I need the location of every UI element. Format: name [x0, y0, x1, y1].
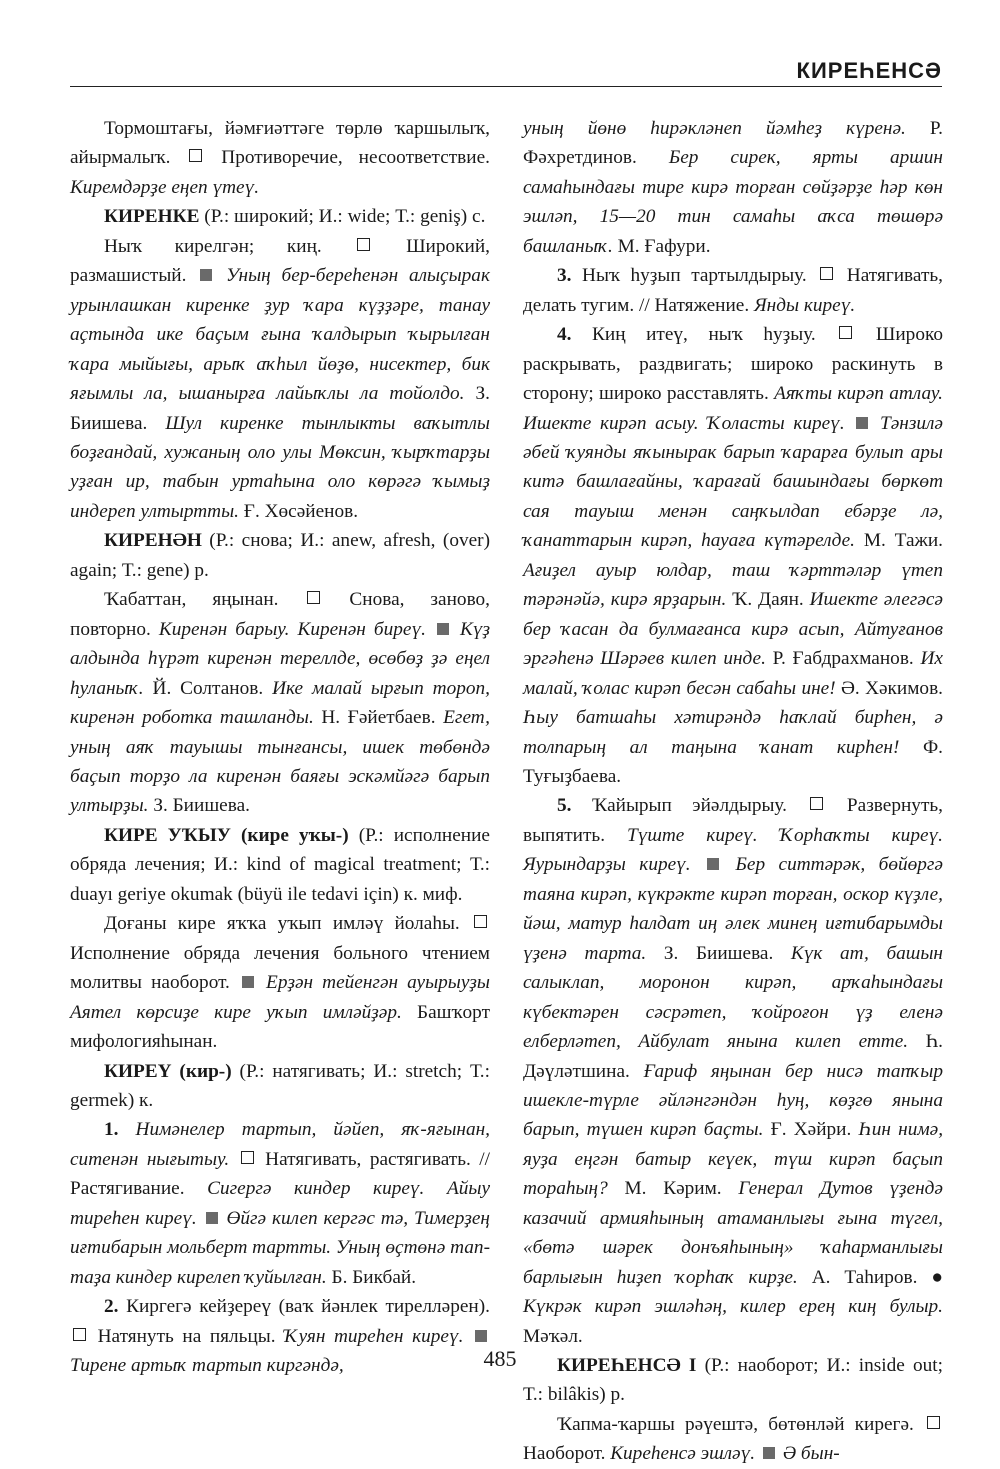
- russian-translation: Натянуть на пяльцы.: [97, 1325, 276, 1347]
- headword: КИРЕҺЕНСӘ I: [557, 1355, 697, 1377]
- definition-text: Доғаны кире яҡҡа уҡып имләү йолаһы.: [104, 913, 460, 935]
- example-marker-icon: [763, 1447, 775, 1459]
- example-text: Киремдәрҙе еңеп үтеү.: [70, 176, 260, 198]
- translation-marker-icon: [73, 1328, 86, 1341]
- definition-text: Ҡабаттан, яңынан.: [104, 589, 279, 611]
- translation-marker-icon: [810, 797, 823, 810]
- grammar-note: (Р.: натягивать; И.: stretch; Т.: germek) к.: [70, 1060, 490, 1111]
- example-text: Тирене артыҡ тартып киргәндә,: [70, 1355, 344, 1377]
- entry-kire-ukyu: [70, 821, 490, 909]
- example-text: Күк ат, башын салыклап, моронон кирәп, арҡаһындағы күбектәрен сәсрәтеп, ҡойроғон үҙ еленә елберләтеп, Айбулат янына килеп етте.: [523, 942, 943, 1053]
- sense-1: [70, 1115, 490, 1292]
- definition-text: Киң итеү, ныҡ һуҙыу.: [592, 324, 816, 346]
- russian-translation: Наоборот.: [523, 1443, 606, 1465]
- example-author: Ғ. Хәйри.: [770, 1119, 852, 1141]
- example-text: Һин нимә, яуҙа еңгән батыр кеүек, түш кирәп баҫып тораһың?: [523, 1119, 944, 1200]
- translation-marker-icon: [307, 591, 320, 604]
- example-text: Ҡуян тиреһен киреү.: [284, 1325, 464, 1347]
- example-author: М. Кәрим.: [624, 1178, 722, 1200]
- example-text: Ғариф яңынан бер нисә тапҡыр ишекле-түрле әйләнгәндән һуң, көҙгө янына барып, түшен кирәп баҫты.: [523, 1060, 943, 1141]
- right-column: [523, 114, 944, 1465]
- definition-text: Ныҡ һуҙып тартылдырыу.: [582, 265, 807, 287]
- translation-marker-icon: [357, 238, 370, 251]
- example-text: Киреһенсә эшләү.: [610, 1443, 756, 1465]
- headword: КИРЕНӘН: [104, 530, 202, 552]
- example-author: З. Биишева.: [663, 942, 774, 964]
- russian-translation: Широко раскрывать, раздвигать; широко раскинуть в сторону; широко расставлять.: [523, 324, 943, 405]
- example-text: Ишекте әлегәсә бер ҡасан да булмағанса кирә асып, Айтуғанов эргәһенә Шәрәев килеп инде.: [523, 589, 943, 670]
- grammar-note: (Р.: наоборот; И.: inside out; Т.: bilâkis) р.: [523, 1355, 943, 1406]
- russian-translation: Натягивать, делать тугим. // Натяжение.: [523, 265, 943, 316]
- russian-translation: Широкий, размашистый.: [70, 235, 490, 287]
- sense-number: 4.: [557, 324, 572, 346]
- russian-translation: Натягивать, растягивать. // Растягивание.: [70, 1148, 491, 1200]
- grammar-note: (Р.: исполнение обряда лечения; И.: kind of magical treatment; Т.: duayı geriye okumak (büyü ile tedavi için) к. миф.: [70, 824, 490, 905]
- russian-translation: Развернуть, выпятить.: [523, 795, 943, 846]
- russian-translation: Исполнение обряда лечения больного чтением молитвы наоборот.: [70, 942, 490, 994]
- example-text: Ә бын-: [782, 1443, 840, 1465]
- example-marker-icon: [242, 976, 254, 988]
- example-text: Генерал Дутов үҙендә казачий армияһының атаманлығы ғына түгел, «бөтә шәрек донъяһының» ҡаһарманлығы барлығын һиҙеп ҡорһаҡ кирҙе.: [523, 1178, 943, 1288]
- entry-body: [523, 1410, 943, 1469]
- translation-marker-icon: [241, 1151, 254, 1164]
- example-text: Киренән барыу. Киренән биреү.: [158, 618, 426, 640]
- sense-3: [523, 261, 943, 320]
- example-marker-icon: [707, 858, 719, 870]
- example-author: З. Биишева.: [153, 795, 250, 817]
- page-number: 485: [483, 1346, 517, 1371]
- grammar-note: (Р.: широкий; И.: wide; Т.: geniş) с.: [204, 206, 486, 228]
- example-author: Мәҡәл.: [523, 1325, 583, 1347]
- definition-text: Ныҡ кирелгән; киң.: [104, 235, 322, 257]
- example-author: Б. Бикбай.: [331, 1266, 417, 1288]
- example-author: Ғ. Хөсәйенов.: [243, 500, 359, 522]
- sense-number: 2.: [104, 1296, 119, 1318]
- sense-4: [523, 320, 943, 791]
- example-author: М. Тажи.: [863, 530, 943, 552]
- example-text: Янды киреү.: [754, 294, 856, 316]
- entry-kirenan: [70, 526, 490, 585]
- translation-marker-icon: [839, 326, 852, 339]
- example-text: Их малай, ҡолас кирәп бесән сабаһы ине!: [523, 648, 943, 699]
- example-text: уның йөнө һирәкләнеп йәмһеҙ күренә.: [523, 118, 906, 139]
- example-text: Һыу батшаһы хәтирәндә һаҡлай бирһен, ә толпарың ал таңына ҡанат кирһен!: [523, 707, 943, 758]
- definition-text: Киргегә кейҙереү (ваҡ йәнлек тирелләрен).: [126, 1296, 490, 1318]
- example-text: Ағиҙел ауыр юлдар, таш ҡәрттәләр үтеп тәрәнәйә, кирә ярҙарын.: [523, 559, 943, 611]
- translation-marker-icon: [474, 915, 487, 928]
- example-text: Егет, уның аяҡ тауышы тынғансы, ишек төбөндә баҫып торҙо ла киренән баяғы эскәмйәгә барып ултырҙы.: [70, 707, 490, 817]
- translation-marker-icon: [927, 1416, 940, 1429]
- example-marker-icon: [856, 417, 868, 429]
- definition-text: Нимәнелер тартып, йәйеп, яҡ-яғынан, ситенән нығытыу.: [70, 1119, 490, 1170]
- sense-5: [523, 791, 943, 1351]
- entry-kireu: [70, 1057, 490, 1116]
- sense-number: 1.: [104, 1119, 119, 1141]
- entry-body: [70, 232, 490, 527]
- russian-translation: Снова, заново, повторно.: [70, 589, 490, 640]
- russian-translation: Противоречие, несоответствие.: [221, 147, 490, 169]
- grammar-note: (Р.: снова; И.: anew, afresh, (over) again; Т.: gene) р.: [70, 530, 490, 581]
- example-author: Һ. Дәүләтшина.: [523, 1031, 944, 1082]
- example-author: А. Таһиров.: [811, 1266, 918, 1288]
- example-author: М. Ғафури.: [617, 235, 711, 257]
- example-author: Башҡорт мифологияһынан.: [70, 1001, 490, 1053]
- running-header: [70, 52, 942, 87]
- definition-text: Ҡайырып эйәлдырыу.: [591, 795, 787, 817]
- example-text: Бер сирек, ярты аршин самаһындағы тире кирә торған сөйҙәрҙе һәр көн эшләп, 15—20 тин самаһы аҡса төшөрә башланыҡ.: [523, 147, 943, 257]
- example-marker-icon: [475, 1330, 487, 1342]
- example-text: Сигергә киндер киреү. Айыу тиреһен киреү.: [70, 1178, 491, 1229]
- example-author: Ф. Туғыҙбаева.: [523, 736, 943, 787]
- example-marker-icon: [437, 623, 449, 635]
- sense-number: 5.: [557, 795, 572, 817]
- example-text: Тәнзилә әбей ҡуянды яҡынырак барып ҡарарға булып ары китә башлағайны, ҡарағай башындағы бөркөт сая тауыш менән саңҡылдап ебәрҙе лә, ҡанаттарын кирәп, һауаға күтәрелде.: [523, 412, 943, 552]
- headword: КИРЕНКЕ: [104, 206, 200, 228]
- example-author: З. Биишева.: [70, 383, 490, 434]
- entry-continuation: [523, 114, 943, 261]
- definition-text: Ҡапма-ҡаршы рәүештә, бөтөнләй кирегә.: [557, 1413, 914, 1435]
- entry-kirenke: [70, 202, 490, 231]
- example-text: Бер ситтәрәк, бөйөргә таяна кирәп, күкрәкте кирәп торған, оскор күҙле, йәш, матур һалдат иң әлек минең иғтибарымды үҙенә тарта.: [523, 854, 943, 964]
- example-author: Р. Фәхретдинов.: [523, 118, 943, 169]
- entry-continuation: [70, 114, 490, 202]
- example-marker-icon: [206, 1212, 218, 1224]
- example-author: Р. Ғабдрахманов.: [772, 648, 914, 670]
- sense-number: 3.: [557, 265, 572, 287]
- example-text: Уның бер-береһенән алыҫырак урынлашкан киренке ҙур ҡара күҙҙәре, танау аҫтында ике баҫым ғына ҡалдырып ҡырылған ҡара мыйығы, арыҡ аҡһыл йөҙө, нисектер, бик яғымлы ла, ышанырға лайыҡлы ла тойолдо.: [70, 265, 490, 405]
- example-text: Аяҡты кирәп атлау. Ишекте кирәп асыу. Ҡоласты киреү.: [523, 383, 943, 434]
- example-text: Ике малай ырғып тороп, киренән роботка ташланды.: [70, 677, 490, 729]
- example-author: Ә. Хәкимов.: [840, 677, 943, 699]
- example-author: Н. Ғәйетбаев.: [321, 707, 436, 729]
- translation-marker-icon: [820, 267, 833, 280]
- example-author: Й. Солтанов.: [152, 677, 264, 699]
- definition-text: Тормоштағы, йәмғиәттәге төрлө ҡаршылыҡ, айырмалыҡ.: [70, 118, 490, 169]
- left-column: [70, 114, 491, 1377]
- proverb-text: Күкрәк кирәп эшләһәң, килер ерең киң булыр.: [523, 1296, 943, 1318]
- proverb-marker-icon: ●: [931, 1266, 943, 1288]
- entry-body: [70, 585, 490, 821]
- example-text: Өйгә килеп кергәс тә, Тимерҙең иғтибарын мольберт тартты. Уның өҫтөнә тап-таҙа киндер кирелеп ҡуйылған.: [70, 1207, 490, 1288]
- example-text: Ерҙән тейенгән ауырыуҙы Аятел көрсиҙе кире уҡып имләйҙәр.: [70, 972, 490, 1023]
- example-text: Күҙ алдында һүрәт киренән тереллде, өсөбөҙ ҙә еңел һуланыҡ.: [70, 618, 491, 699]
- translation-marker-icon: [189, 149, 202, 162]
- example-author: Ҡ. Даян.: [732, 589, 804, 611]
- example-text: Түште киреү. Ҡорһаҡты киреү. Яурындарҙы киреү.: [523, 824, 943, 876]
- running-head-word: КИРЕҺЕНСӘ: [796, 58, 942, 83]
- headword: КИРЕҮ (кир-): [104, 1060, 232, 1082]
- entry-body: [70, 909, 490, 1056]
- example-marker-icon: [200, 269, 212, 281]
- headword: КИРЕ УҠЫУ (кире уҡы-): [104, 824, 349, 846]
- example-text: Шул киренке тынлыкты ваҡытлы боҙғандай, хужаның оло улы Мөксин, ҡырҡтарҙы уҙған ир, табын уртаһына оло көрәгә ҡымыҙ индереп ултыртты.: [70, 412, 490, 522]
